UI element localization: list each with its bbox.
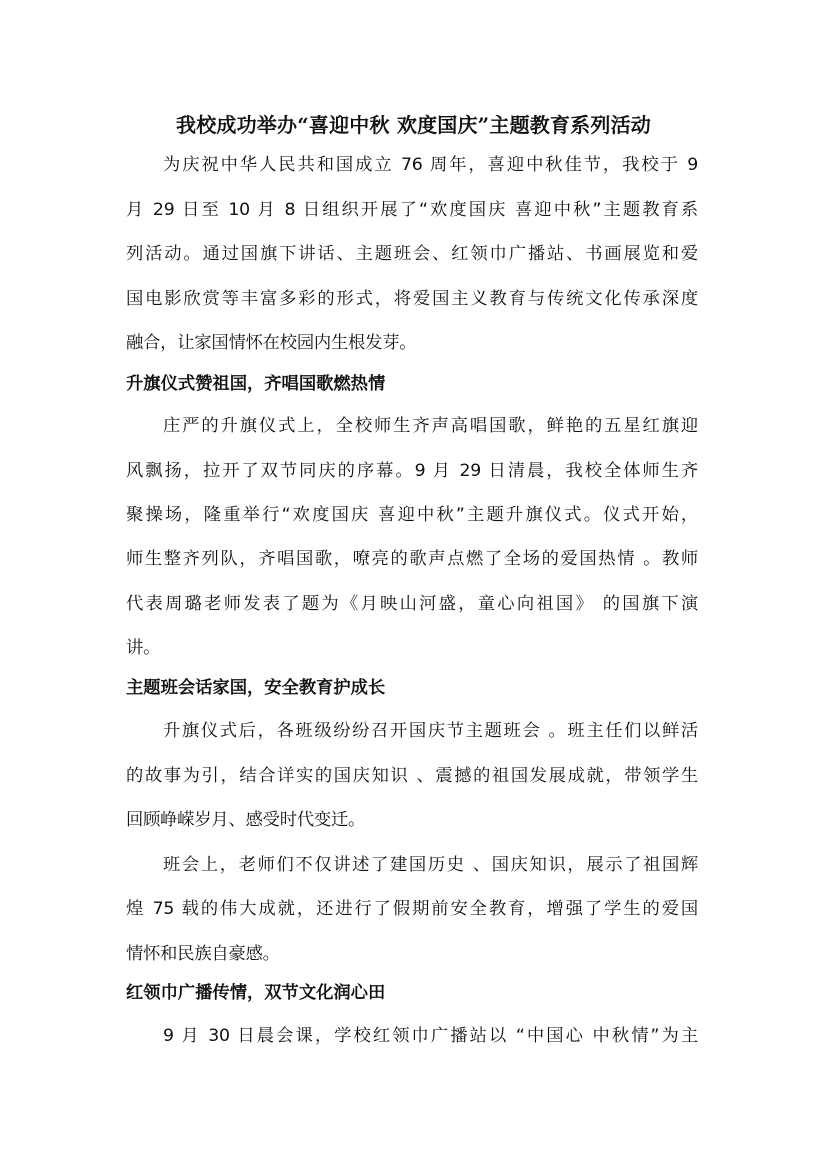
document-title: 我校成功举办“喜迎中秋 欢度国庆”主题教育系列活动 (176, 113, 651, 137)
section1-line-1: 庄严的升旗仪式上，全校师生齐声高唱国歌，鲜艳的五星红旗迎 (163, 416, 698, 436)
section2-p1-line-3: 回顾峥嵘岁月、感受时代变迁。 (126, 810, 366, 830)
section-heading-flag-ceremony: 升旗仪式赞祖国，齐唱国歌燃热情 (126, 374, 386, 394)
section1-line-4: 师生整齐列队，齐唱国歌，嘹亮的歌声点燃了全场的爱国热情 。教师 (126, 549, 698, 569)
section2-p2-line-3: 情怀和民族自豪感。 (126, 944, 280, 964)
section2-p1-line-1: 升旗仪式后，各班级纷纷召开国庆节主题班会 。班主任们以鲜活 (163, 721, 698, 741)
section1-line-2: 风飘扬，拉开了双节同庆的序幕。9 月 29 日清晨，我校全体师生齐 (126, 461, 698, 481)
intro-line-5: 融合，让家国情怀在校园内生根发芽。 (126, 333, 417, 353)
section2-p1-line-2: 的故事为引，结合详实的国庆知识 、震撼的祖国发展成就，带领学生 (126, 766, 698, 786)
intro-line-2: 月 29 日至 10 月 8 日组织开展了“欢度国庆 喜迎中秋”主题教育系 (126, 200, 698, 220)
section-heading-class-meeting: 主题班会话家国，安全教育护成长 (126, 678, 386, 698)
section1-line-5: 代表周璐老师发表了题为《月映山河盛，童心向祖国》 的国旗下演 (126, 594, 698, 614)
intro-line-1: 为庆祝中华人民共和国成立 76 周年，喜迎中秋佳节，我校于 9 (163, 155, 698, 175)
section-heading-radio-station: 红领巾广播传情，双节文化润心田 (126, 983, 386, 1003)
section3-line-1: 9 月 30 日晨会课，学校红领巾广播站以 “中国心 中秋情”为主 (163, 1026, 698, 1046)
intro-line-3: 列活动。通过国旗下讲话、主题班会、红领巾广播站、书画展览和爱 (126, 244, 698, 264)
section1-line-6: 讲。 (126, 638, 161, 658)
intro-line-4: 国电影欣赏等丰富多彩的形式，将爱国主义教育与传统文化传承深度 (126, 289, 698, 309)
section2-p2-line-2: 煌 75 载的伟大成就，还进行了假期前安全教育，增强了学生的爱国 (126, 899, 698, 919)
section2-p2-line-1: 班会上，老师们不仅讲述了建国历史 、国庆知识，展示了祖国辉 (163, 855, 698, 875)
section1-line-3: 聚操场，隆重举行“欢度国庆 喜迎中秋”主题升旗仪式。仪式开始， (126, 505, 698, 525)
